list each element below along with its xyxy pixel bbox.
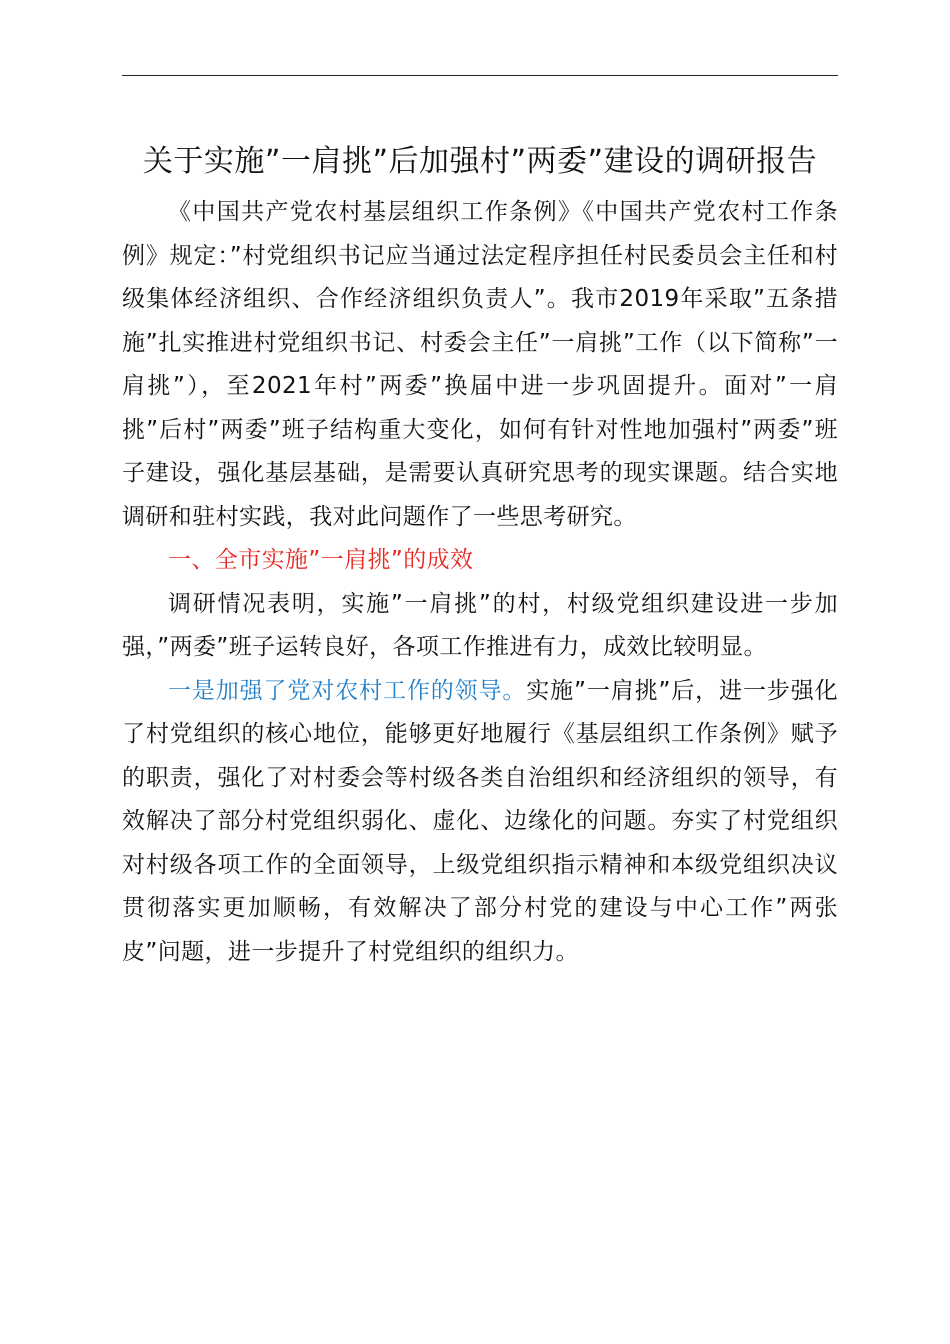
section-summary-paragraph: 调研情况表明，实施”一肩挑”的村，村级党组织建设进一步加强，”两委”班子运转良好，各项工作推进有力，成效比较明显。 — [122, 590, 838, 660]
document-body — [122, 138, 838, 974]
point-1-body: 实施”一肩挑”后，进一步强化了村党组织的核心地位，能够更好地履行《基层组织工作条例》赋予的职责，强化了对村委会等村级各类自治组织和经济组织的领导，有效解决了部分村党组织弱化、虚化、边缘化的问题。夯实了村党组织对村级各项工作的全面领导，上级党组织指示精神和本级党组织决议贯彻落实更加顺畅，有效解决了部分村党的建设与中心工作”两张皮”问题，进一步提升了村党组织的组织力。 — [122, 677, 838, 965]
section-heading-1: 一、全市实施”一肩挑”的成效 — [168, 547, 474, 573]
header-rule — [122, 75, 838, 76]
point-1-lead: 一是加强了党对农村工作的领导。 — [168, 677, 527, 704]
point-1-paragraph — [122, 670, 838, 975]
document-title: 关于实施”一肩挑”后加强村”两委”建设的调研报告 — [142, 144, 818, 179]
intro-paragraph: 《中国共产党农村基层组织工作条例》《中国共产党农村工作条例》规定：”村党组织书记应当通过法定程序担任村民委员会主任和村级集体经济组织、合作经济组织负责人”。我市2019年采取”五条措施”扎实推进村党组织书记、村委会主任”一肩挑”工作（以下简称”一肩挑”），至2021年村”两委”换届中进一步巩固提升。面对”一肩挑”后村”两委”班子结构重大变化，如何有针对性地加强村”两委”班子建设，强化基层基础，是需要认真研究思考的现实课题。结合实地调研和驻村实践，我对此问题作了一些思考研究。 — [122, 199, 838, 530]
